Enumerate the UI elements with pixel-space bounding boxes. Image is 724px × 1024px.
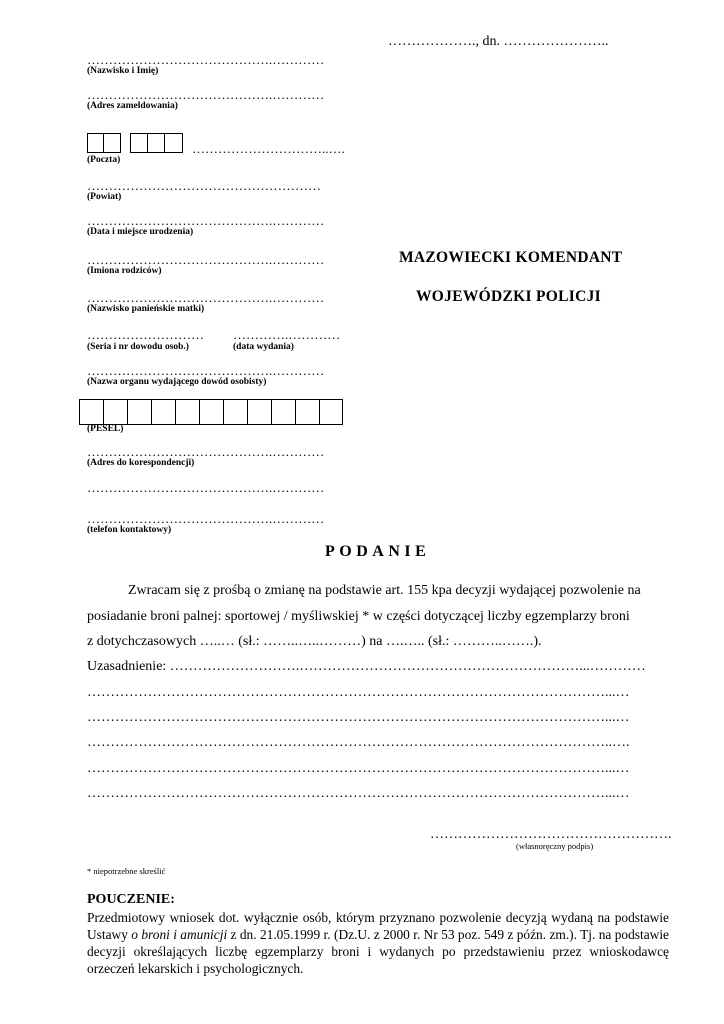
document-title: PODANIE [325, 543, 431, 560]
birth-label: (Data i miejsce urodzenia) [87, 227, 194, 237]
justification-line-2[interactable]: …………………………………………………………………………………………………...… [87, 685, 630, 700]
id-date-field[interactable]: ………….………… [233, 327, 341, 342]
name-label: (Nazwisko i Imię) [87, 66, 159, 76]
postal-digit-box[interactable] [130, 133, 147, 153]
pesel-digit-box[interactable] [295, 399, 319, 425]
name-field[interactable]: …………………………………….………… [87, 52, 325, 67]
pesel-boxes[interactable] [79, 399, 343, 425]
pesel-digit-box[interactable] [199, 399, 223, 425]
pesel-digit-box[interactable] [103, 399, 127, 425]
pesel-digit-box[interactable] [79, 399, 103, 425]
justification-line-5[interactable]: …………………………………………………………………………………………………...… [87, 761, 630, 776]
notice-law-title: o broni i amunicji [131, 927, 228, 942]
body-line-3[interactable]: z dotychczasowych …..… (sł.: ……..…..………) na ….….. (sł.: ………..…….). [87, 634, 542, 649]
postal-code-suffix-boxes[interactable] [130, 133, 183, 153]
county-field[interactable]: ……………………………………………… [87, 178, 321, 193]
address-field[interactable]: …………………………………….………… [87, 87, 325, 102]
notice-text-part-1: Przedmiotowy wniosek dot. wyłącznie osób, którym przyznano pozwolenie decyzją wydaną na podstawie Ustawy [87, 910, 669, 942]
correspondence-field-2[interactable]: …………………………………….………… [87, 480, 325, 495]
pesel-label: (PESEL) [87, 424, 124, 434]
correspondence-field[interactable]: …………………………………….………… [87, 444, 325, 459]
body-line-1: Zwracam się z prośbą o zmianę na podstawie art. 155 kpa decyzji wydającej pozwolenie na [128, 583, 641, 598]
id-date-label: (data wydania) [233, 342, 294, 352]
parents-label: (Imiona rodziców) [87, 266, 162, 276]
place-date[interactable]: ………………., dn. ………………….. [388, 34, 609, 49]
post-field[interactable]: …………………………..…. [192, 141, 345, 156]
postal-digit-box[interactable] [147, 133, 164, 153]
signature-label: (własnoręczny podpis) [516, 841, 594, 851]
pesel-digit-box[interactable] [151, 399, 175, 425]
birth-field[interactable]: …………………………………….………… [87, 213, 325, 228]
pesel-digit-box[interactable] [247, 399, 271, 425]
correspondence-label: (Adres do korespondencji) [87, 458, 195, 468]
issuer-field[interactable]: …………………………………….………… [87, 363, 325, 378]
pesel-digit-box[interactable] [127, 399, 151, 425]
postal-digit-box[interactable] [103, 133, 121, 153]
phone-label: (telefon kontaktowy) [87, 525, 172, 535]
id-number-field[interactable]: ……………………… [87, 327, 204, 342]
justification-line-1[interactable]: Uzasadnienie: ……………………….……………………………………………………...………… [87, 659, 646, 674]
postal-digit-box[interactable] [164, 133, 183, 153]
recipient-line-1: MAZOWIECKI KOMENDANT [399, 249, 623, 266]
justification-line-3[interactable]: …………………………………………………………………………………………………...… [87, 710, 630, 725]
postal-code-prefix-boxes[interactable] [87, 133, 121, 153]
phone-field[interactable]: …………………………………….………… [87, 511, 325, 526]
notice-text [87, 909, 669, 977]
post-label: (Poczta) [87, 155, 121, 165]
maiden-name-label: (Nazwisko panieńskie matki) [87, 304, 205, 314]
county-label: (Powiat) [87, 192, 122, 202]
issuer-label: (Nazwa organu wydającego dowód osobisty) [87, 377, 267, 387]
pesel-digit-box[interactable] [271, 399, 295, 425]
postal-digit-box[interactable] [87, 133, 103, 153]
body-line-2: posiadanie broni palnej: sportowej / myśliwskiej * w części dotyczącej liczby egzemplarzy broni [87, 609, 630, 624]
notice-title: POUCZENIE: [87, 892, 175, 907]
recipient-line-2: WOJEWÓDZKI POLICJI [416, 288, 601, 305]
justification-line-4[interactable]: …………………………………………………………………………………………………..…. [87, 735, 630, 750]
justification-line-6[interactable]: …………………………………………………………………………………………………...… [87, 786, 630, 801]
footnote: * niepotrzebne skreślić [87, 866, 166, 876]
notice-text-part-2: z dn. 21.05.1999 r. (Dz.U. z 2000 r. Nr 53 poz. 549 z późn. zm.). Tj. na podstawie decyzji określających liczbę egzemplarzy broni i wydanych po przedstawieniu przez wnioskodawcę orzeczeń lekarskich i psychologicznych. [87, 927, 669, 976]
signature-field[interactable]: ……………………………………………. [430, 827, 672, 842]
parents-field[interactable]: …………………………………….………… [87, 252, 325, 267]
id-number-label: (Seria i nr dowodu osob.) [87, 342, 189, 352]
address-label: (Adres zameldowania) [87, 101, 178, 111]
pesel-digit-box[interactable] [223, 399, 247, 425]
pesel-digit-box[interactable] [319, 399, 343, 425]
pesel-digit-box[interactable] [175, 399, 199, 425]
maiden-name-field[interactable]: …………………………………….………… [87, 290, 325, 305]
